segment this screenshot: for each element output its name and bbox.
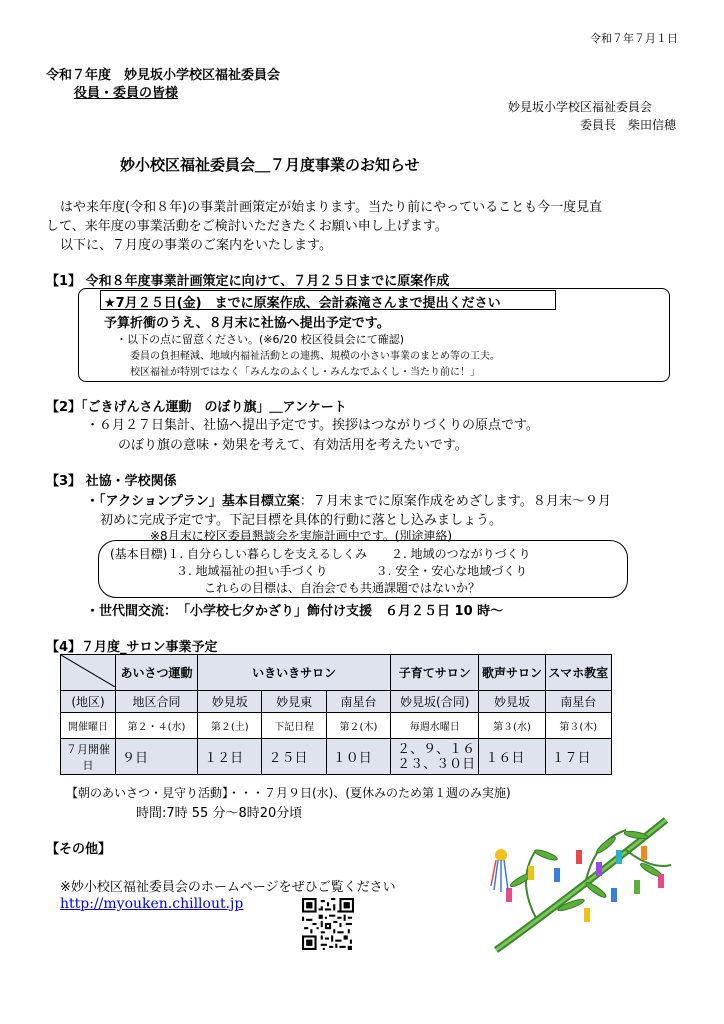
sec3-heading: 【3】 社協・学校関係: [46, 474, 177, 489]
col-smartphone: スマホ教室: [545, 655, 611, 691]
area-cell: 妙見坂: [198, 691, 262, 713]
col-kosodate: 子育てサロン: [391, 655, 479, 691]
date-cell: １２日: [198, 739, 262, 775]
sec1-heading: 【1】 令和８年度事業計画策定に向けて、７月２５日までに原案作成: [46, 274, 450, 289]
date-cell: １７日: [545, 739, 611, 775]
area-cell: 妙見坂: [479, 691, 545, 713]
weekday-cell: 第２(木): [326, 713, 390, 739]
sec1-highlight: ★7月２５日(金) までに原案作成、会計森滝さんまで提出ください: [104, 296, 501, 311]
col-utagoe: 歌声サロン: [479, 655, 545, 691]
page-title: 妙小校区福祉委員会＿７月度事業のお知らせ: [120, 156, 420, 174]
sec2-heading: 【2】「ごきげんさん運動 のぼり旗」＿アンケート: [46, 400, 347, 415]
homepage-text: ※妙小校区福祉委員会のホームページをぜひご覧ください: [60, 880, 396, 895]
intro-line2: して、来年度の事業活動をご検討いただきたくお願い申し上げます。: [46, 219, 448, 234]
col-ikiiki: いきいきサロン: [198, 655, 391, 691]
sec4-heading: 【4】７月度_サロン事業予定: [46, 640, 218, 655]
weekday-cell: 第３(木): [545, 713, 611, 739]
action-plan-line2: 初めに完成予定です。下記目標を具体的行動に落とし込みましょう。: [100, 513, 502, 528]
table-corner: [61, 655, 116, 691]
col-greeting: あいさつ運動: [116, 655, 198, 691]
weekday-cell: 第２・４(水): [116, 713, 198, 739]
area-cell: 地区合同: [116, 691, 198, 713]
goals-line1: (基本目標)１. 自分らしい暮らしを支えるしくみ ２. 地域のつながりづくり: [110, 547, 531, 561]
other-heading: 【その他】: [46, 842, 112, 857]
area-label: (地区): [61, 691, 116, 713]
document-date: 令和７年７月１日: [590, 32, 678, 45]
sec1-note1: 委員の負担軽減、地域内福祉活動との連携、規模の小さい事業のまとめ等の工夫。: [130, 351, 500, 362]
morning-time: 時間:7時 55 分～8時20分頃: [136, 806, 303, 821]
weekday-cell: 第２(土): [198, 713, 262, 739]
intro-line1: はや来年度(令和８年)の事業計画策定が始まります。当たり前にやっていることも今一度見直: [60, 200, 603, 215]
weekday-cell: 第３(水): [479, 713, 545, 739]
tanabata-bamboo-icon: [476, 810, 676, 960]
sec2-line1: ・６月２７日集計、社協へ提出予定です。挨拶はつながりづくりの原点です。: [86, 418, 539, 433]
addressee-line1: 令和７年度 妙見坂小学校区福祉委員会: [46, 68, 281, 83]
action-plan-line3: ※8月末に校区委員懇談会を実施計画中です。(別途連絡): [150, 529, 453, 543]
date-label: ７月開催日: [61, 739, 116, 775]
salon-schedule-table: [60, 654, 612, 775]
action-plan-label: ・「アクションプラン」基本目標立案: [86, 494, 300, 509]
sec1-bullet: ・以下の点に留意ください。(※6/20 校区役員会にて確認): [116, 333, 404, 346]
addressee-line2: 役員・委員の皆様: [74, 86, 179, 101]
date-cell: ２５日: [262, 739, 326, 775]
date-cell: １６日: [479, 739, 545, 775]
corner-diagonal: [61, 655, 115, 687]
qr-code-icon: [302, 898, 354, 950]
intro-line3: 以下に、７月度の事業のご案内をいたします。: [60, 238, 332, 253]
weekday-cell: 毎週水曜日: [391, 713, 479, 739]
sender-name: 委員長 柴田信穂: [580, 118, 677, 132]
area-cell: 南星台: [545, 691, 611, 713]
action-plan-text: ：７月末までに原案作成をめざします。８月末～９月: [299, 494, 611, 509]
goals-line2: ３. 地域福祉の担い手づくり ３. 安全・安心な地域づくり: [176, 564, 528, 578]
sec1-note2: 校区福祉が特別ではなく「みんなのふくし・みんなでふくし・当たり前に！」: [130, 367, 480, 378]
area-cell: 妙見東: [262, 691, 326, 713]
weekday-cell: 下記日程: [262, 713, 326, 739]
area-cell: 妙見坂(合同): [391, 691, 479, 713]
sec1-line2: 予算折衝のうえ、８月末に社協へ提出予定です。: [104, 316, 390, 331]
date-cell: １０日: [326, 739, 390, 775]
date-cell: ９日: [116, 739, 198, 775]
sec2-line2: のぼり旗の意味・効果を考えて、有効活用を考えたいです。: [118, 438, 468, 453]
area-cell: 南星台: [326, 691, 390, 713]
date-cell: ２、９、１６ ２３、３０日: [391, 739, 479, 775]
sender-org: 妙見坂小学校区福祉委員会: [508, 100, 653, 114]
goals-line3: これらの目標は、自治会でも共通課題ではないか？: [204, 581, 481, 595]
morning-activity: 【朝のあいさつ・見守り活動】・・・７月９日(水)、(夏休みのため第１週のみ実施): [66, 786, 511, 800]
exchange-line: ・世代間交流： 「小学校七夕かざり」飾付け支援 ６月２５日 10 時～: [86, 604, 504, 619]
homepage-link[interactable]: http://myouken.chillout.jp: [60, 896, 244, 912]
weekday-label: 開催曜日: [61, 713, 116, 739]
